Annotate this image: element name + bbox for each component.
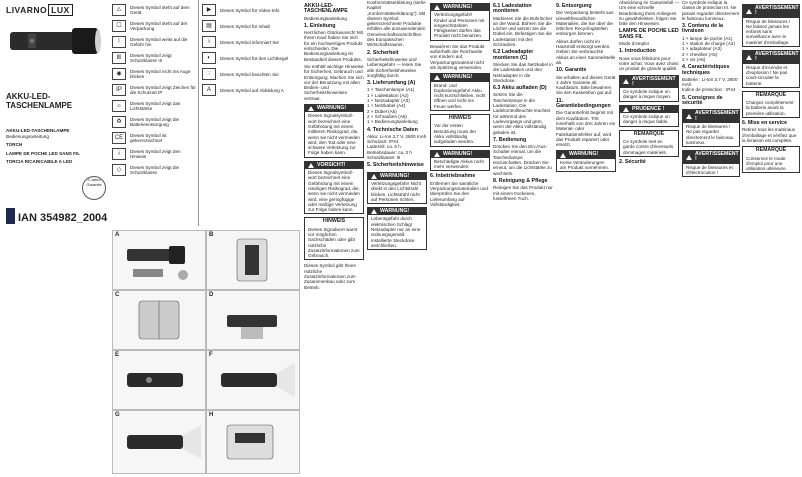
symbol-icon: ☞ <box>202 68 216 80</box>
warning-header <box>431 4 489 11</box>
note-body: Ce symbole met en garde contre d'éventuels dommages matériels. <box>623 138 674 155</box>
symbol-icon: ◐ <box>202 52 216 64</box>
warning-title: VORSICHT! <box>317 161 346 168</box>
symbol-text: Dieses Symbol zeigt Zeichen für die Schutzart IP <box>130 85 196 95</box>
symbol-text: Dieses Symbol weist auf die Gefahr hin <box>130 37 188 47</box>
body-text: 1 × lampe de poche (A1) 1 × station de charge (A2) 1 × adaptateur (A3) 2 × chevilles (A5) 2 × vis (A6) <box>682 35 735 62</box>
body-text: Akkus dürfen nicht im Hausmüll entsorgt werden. Geben Sie verbrauchte Akkus an einer Sammelstelle ab. <box>556 38 616 65</box>
warning-icon <box>371 209 377 214</box>
body-text: Setzen Sie die Taschenlampe in die Ladestation. Die Ladekontrollleuchte leuchtet rot während des Ladevorgangs und grün, wenn der Akku vollständig geladen ist. <box>493 92 551 135</box>
text-column-5 <box>556 0 616 477</box>
warning-header <box>557 151 615 158</box>
section-subheading: Bedienungsanleitung <box>304 15 347 21</box>
figure-b <box>206 230 300 290</box>
section-heading: 2. Sécurité <box>619 158 646 165</box>
warning-body: Beschädigte Akkus nicht mehr verwenden. <box>434 158 484 170</box>
note-title: REMARQUE <box>755 91 787 98</box>
figure-d <box>206 290 300 350</box>
warning-title: AVERTISSEMENT ! <box>755 5 799 17</box>
text-column-6 <box>619 0 679 477</box>
body-text: Bewahren Sie das Produkt außerhalb der Reichweite von Kindern auf. Verpackungsmaterial nicht als Spielzeug verwenden. <box>430 43 485 70</box>
symbol-row <box>202 68 296 80</box>
symbol-text: Dieses Symbol steht auf der Verpackung <box>130 21 188 31</box>
symbol-text: Dieses Symbol für Video-Info <box>220 7 280 13</box>
figure-label: C <box>115 292 120 298</box>
warning-box <box>430 73 490 111</box>
figure-label: D <box>209 292 214 298</box>
text-column-7 <box>682 0 740 477</box>
note-body: Vor der ersten Benutzung muss der Akku vollständig aufgeladen werden. <box>434 123 477 145</box>
section-heading: 6. Inbetriebnahme <box>430 173 476 180</box>
body-text: Die Verpackung besteht aus umweltfreundlichen Materialien, die Sie über die örtlichen Recyclingstellen entsorgen können. <box>556 10 614 37</box>
symbol-icon: ⚠ <box>112 4 126 16</box>
warning-title: PRUDENCE ! <box>632 105 665 112</box>
section-heading: 4. Caractéristiques techniques <box>682 64 730 76</box>
body-text: Sicherheitshinweise und Lebensgefahr — lesen Sie alle Sicherheitshinweise sorgfältig durch. <box>367 56 422 78</box>
warning-body: Risque de blessures et d'électrocution ! <box>686 164 733 176</box>
warning-header <box>620 76 678 89</box>
text-column-8 <box>742 0 800 477</box>
warning-box <box>304 161 364 215</box>
body-text: Entfernen Sie sämtliche Verpackungsmaterialien und überprüfen Sie den Lieferumfang auf Vollständigkeit. <box>430 180 488 207</box>
body-text: Nous vous félicitons pour votre achat. Vous avez choisi un produit de grande qualité. <box>619 55 679 72</box>
note-body: Dieses Signalwort warnt vor möglichen Sachschäden oder gibt nützliche Zusatzinformationen zum Gebrauch. <box>308 226 360 259</box>
figure-label: A <box>115 232 120 238</box>
warning-header <box>305 162 363 169</box>
figure-d-drawing <box>207 291 299 349</box>
figure-c-drawing <box>113 291 205 349</box>
warning-box <box>619 75 679 102</box>
body-text: Sie erhalten auf dieses Gerät 3 Jahre Garantie ab Kaufdatum. Bitte bewahren Sie den Kassenbon gut auf. <box>556 74 616 96</box>
body-text: 1 × Taschenlampe (A1) 1 × Ladestation (A2) 1 × Netzadapter (A3) 1 × Netzkabel (A4) 2 × Dübel (A5) 2 × Schrauben (A6) 1 × Bedienungsanleitung <box>367 87 418 125</box>
warning-title: WARNUNG! <box>380 208 410 215</box>
symbol-row <box>202 20 296 32</box>
symbol-icon: CE <box>112 132 126 144</box>
note-title: REMARQUE <box>633 130 665 137</box>
symbol-text: Dieses Symbol für den Lichtkegel <box>220 55 289 61</box>
figure-g <box>112 410 206 474</box>
symbol-row <box>112 68 196 80</box>
body-text: Drücken Sie den Ein-/Aus-Schalter einmal, um die Taschenlampe einzuschalten. Drücken Sie erneut, um die Lichtstärke zu wechseln. <box>493 144 552 176</box>
figure-e-drawing <box>113 351 205 409</box>
symbol-row <box>112 148 196 160</box>
symbol-text: Dieses Symbol ist gekennzeichnet <box>130 133 167 143</box>
body-text: Konformitätserklärung (siehe Kapitel „Konformitätserklärung“): Mit diesem Symbol gekennzeichnete Produkte erfüllen alle anzuwendenden Gemeinschaftsvorschriften des Europäischen Wirtschaftsraums. <box>367 0 426 48</box>
note-box <box>304 217 364 260</box>
symbol-text: Dieses Symbol informiert Sie <box>220 39 279 45</box>
warning-header <box>683 151 739 164</box>
section-heading: 11. Garantiebedingungen <box>556 97 611 110</box>
warning-box <box>682 109 740 147</box>
warning-title: WARNUNG! <box>569 151 599 158</box>
warning-icon <box>746 55 752 60</box>
warning-header <box>368 208 426 215</box>
warning-box <box>742 50 800 88</box>
symbol-row <box>202 36 296 48</box>
text-column-2 <box>367 0 427 477</box>
symbol-row <box>112 36 196 48</box>
warning-icon <box>308 163 314 168</box>
section-heading: 6.3 Akku aufladen (D) <box>493 85 547 92</box>
warning-body: Brand- und Explosionsgefahr! Akku nicht kurzschließen, nicht öffnen und nicht ins Feuer werfen. <box>434 82 486 109</box>
warning-title: WARNUNG! <box>380 172 410 179</box>
warning-body: Verletzungsgefahr! Nicht direkt in den Lichtstrahl blicken. Lichtstrahl nicht auf Personen richten. <box>371 180 422 202</box>
symbol-list <box>110 0 199 226</box>
symbol-row <box>112 20 196 32</box>
symbol-icon: A <box>202 84 216 96</box>
warning-body: Ce symbole indique un danger à risque moyen. <box>623 89 672 100</box>
section-heading: AKKU-LED-TASCHENLAMPE <box>304 3 348 15</box>
text-column-4 <box>493 0 553 477</box>
symbol-row <box>202 52 296 64</box>
ian-bar <box>6 208 15 224</box>
warning-body: Verletzungsgefahr! Kinder und Personen mit eingeschränkten Fähigkeiten dürfen das Produkt nicht benutzen. <box>434 12 485 39</box>
symbol-icon: ◇ <box>112 164 126 176</box>
symbol-row <box>112 100 196 112</box>
warning-icon <box>623 107 629 112</box>
symbol-icon: ◉ <box>112 68 126 80</box>
section-heading: 1. Introduction <box>619 48 656 55</box>
symbol-row <box>112 84 196 96</box>
section-heading: 10. Garantie <box>556 67 587 74</box>
warning-header <box>431 74 489 81</box>
body-text: Stecken Sie das Netzkabel in die Ladestation und den Netzadapter in die Steckdose. <box>493 61 553 83</box>
warning-icon <box>371 174 377 179</box>
brand-name: LIVARNO <box>6 5 48 15</box>
symbol-list-2-inner <box>200 4 298 230</box>
note-body: Conservez le mode d'emploi pour une utilisation ultérieure. <box>746 155 787 172</box>
warning-header <box>431 151 489 158</box>
section-heading: 5. Sicherheitshinweise <box>367 162 424 169</box>
warning-box <box>742 4 800 47</box>
warning-body: Ce symbole indique un danger à risque faible. <box>623 114 670 125</box>
warning-body: Risque d'incendie et d'explosion ! Ne pas court-circuiter la batterie. <box>746 64 788 86</box>
warning-box <box>556 150 616 172</box>
warning-box <box>682 150 740 177</box>
warning-icon <box>308 106 314 111</box>
body-text: Markieren Sie die Bohrlöcher an der Wand. Bohren Sie die Löcher und setzen Sie die Dübel ein. Befestigen Sie die Ladestation mit den Schrauben. <box>493 15 553 48</box>
figure-a <box>112 230 206 290</box>
warning-title: WARNUNG! <box>317 105 347 112</box>
symbol-text: Dieses Symbol zeigt Schutzklasse III <box>130 53 172 63</box>
figure-h <box>206 410 300 474</box>
warning-body: Lebensgefahr durch elektrischen Schlag! Netzadapter nur an eine ordnungsgemäß installierte Steckdose anschließen. <box>371 216 421 248</box>
body-text: Die Garantiefrist beginnt mit dem Kaufdatum. Tritt innerhalb von drei Jahren ein Material- oder Fabrikationsfehler auf, wird das Produkt repariert oder ersetzt. <box>556 110 616 148</box>
body-text: Sie enthält wichtige Hinweise für Sicherheit, Gebrauch und Entsorgung. Machen Sie sich vor der Benutzung mit allen Bedien- und Sicherheitshinweisen vertraut. <box>304 63 364 101</box>
symbol-text: Dieses Symbol zeigt die Batterieentsorgung <box>130 117 180 127</box>
warning-header <box>305 105 363 112</box>
warning-box <box>367 207 427 250</box>
note-title: HINWEIS <box>322 218 346 225</box>
warning-icon <box>434 152 440 157</box>
body-text: Reinigen Sie das Produkt nur mit einem trockenen, fusselfreien Tuch. <box>493 185 553 201</box>
warning-box <box>619 105 679 127</box>
figure-a-drawing <box>113 231 205 289</box>
symbol-icon: ♻ <box>112 116 126 128</box>
torch-illustration <box>8 22 102 60</box>
figure-label: B <box>209 232 214 238</box>
section-heading: 6. Mise en service <box>742 120 788 127</box>
figure-g-drawing <box>113 411 205 473</box>
warning-header <box>368 173 426 180</box>
lang-de-sub: Bedienungsanleitung <box>6 133 49 139</box>
symbol-row <box>112 164 196 176</box>
section-heading: 2. Sicherheit <box>367 49 399 56</box>
body-text: Abwicklung im Garantiefall — Um eine schnelle Bearbeitung Ihres Anliegens zu gewährleisten, folgen Sie bitte den Hinweisen. <box>619 0 679 27</box>
warning-body: Dieses Signalsymbol/-wort bezeichnet eine Gefährdung mit einem niedrigen Risikograd, die, wenn sie nicht vermieden wird, eine geringfügige oder mäßige Verletzung zur Folge haben kann. <box>308 170 360 213</box>
body-text: Batterie : Li-Ion 3,7 V, 2600 mAh Indice de protection : IP44 <box>682 76 738 93</box>
text-column-1 <box>304 0 364 477</box>
figure-label: F <box>209 352 213 358</box>
symbol-text: Dieses Symbol beachten Sie <box>220 71 279 77</box>
warning-icon <box>560 153 566 158</box>
warning-body: Dieses Signalsymbol/-wort bezeichnet eine Gefährdung mit einem mittleren Risikograd, die, wenn sie nicht vermieden wird, den Tod oder eine schwere Verletzung zur Folge haben kann. <box>308 113 360 156</box>
warning-header <box>743 51 799 64</box>
language-list <box>6 128 80 165</box>
lang-fr-title: LAMPE DE POCHE LED SANS FIL <box>6 150 81 156</box>
figure-e <box>112 350 206 410</box>
section-heading: 8. Reinigung & Pflege <box>493 177 548 184</box>
symbol-icon: IP <box>112 84 126 96</box>
warning-header <box>683 110 739 123</box>
note-box <box>742 146 800 173</box>
figure-b-drawing <box>207 231 299 289</box>
symbol-text: Dieses Symbol zeigt den Hinweis <box>130 149 181 159</box>
warning-title: AVERTISSEMENT ! <box>695 110 739 122</box>
symbol-row <box>202 84 296 96</box>
symbol-row <box>112 116 196 128</box>
section-heading: 6.1 Ladestation montieren <box>493 3 532 15</box>
figure-label: H <box>209 412 214 418</box>
symbol-icon: i <box>112 148 126 160</box>
figure-c <box>112 290 206 350</box>
symbol-text: Dieses Symbol steht auf dem Gerät <box>130 5 190 15</box>
symbol-icon: Ⅲ <box>112 52 126 64</box>
cover-title: AKKU-LED-TASCHENLAMPE <box>6 92 73 110</box>
section-heading: 3. Contenu de la livraison <box>682 23 723 35</box>
lang-en-title: TORCH <box>6 142 23 148</box>
warning-title: WARNUNG! <box>443 74 473 81</box>
symbol-text: Dieses Symbol zeigt das Lichtstärke <box>130 101 181 111</box>
text-column-3 <box>430 0 490 477</box>
warning-icon <box>623 79 629 84</box>
symbol-icon: ! <box>112 36 126 48</box>
body-text: Ce symbole indique la classe de protection III. Ne jamais regarder directement le faisceau lumineux. <box>682 0 740 21</box>
section-heading: 6.2 Ladeadapter montieren (C) <box>493 49 534 61</box>
section-heading: 3. Lieferumfang (A) <box>367 80 416 87</box>
warning-title: WARNUNG! <box>443 4 473 10</box>
note-box <box>430 114 490 146</box>
figure-f <box>206 350 300 410</box>
figure-label: E <box>115 352 120 358</box>
warning-box <box>367 172 427 204</box>
section-heading: 4. Technische Daten <box>367 126 418 133</box>
warning-icon <box>686 114 692 119</box>
warning-body: Risque de blessures ! Ne pas regarder directement le faisceau lumineux. <box>686 123 734 145</box>
warning-box <box>304 104 364 158</box>
figure-f-drawing <box>207 351 299 409</box>
warning-title: AVERTISSEMENT ! <box>695 151 739 163</box>
warning-box <box>430 3 490 41</box>
section-heading: 7. Bedienung <box>493 136 527 143</box>
note-title: REMARQUE <box>755 147 787 154</box>
warning-box <box>430 150 490 172</box>
note-title: HINWEIS <box>448 115 472 122</box>
symbol-row <box>112 52 196 64</box>
note-box <box>619 130 679 157</box>
brand-logo <box>6 5 73 15</box>
symbol-row <box>202 4 296 16</box>
warranty-badge: 3 Jahre Garantie <box>82 176 106 200</box>
warning-title: AVERTISSEMENT ! <box>632 75 676 87</box>
symbol-icon: ☐ <box>112 20 126 32</box>
warning-body: Keine Veränderungen am Produkt vornehmen. <box>560 159 610 171</box>
figure-label: G <box>115 412 120 418</box>
body-text: Akku: Li-Ion 3,7 V, 2600 mAh Schutzart: IP44 Ladezeit: ca. 5 h Betriebsdauer: ca. 3 h Schutzklasse: III <box>367 133 427 161</box>
symbol-list-2 <box>200 0 300 226</box>
warning-icon <box>434 75 440 80</box>
cover-panel <box>0 0 108 477</box>
ian-number: IAN 354982_2004 <box>18 212 108 224</box>
warning-title: WARNUNG! <box>443 150 473 157</box>
warning-header <box>743 5 799 18</box>
figure-h-drawing <box>207 411 299 473</box>
symbol-icon: ▤ <box>202 20 216 32</box>
symbol-icon: ▶ <box>202 4 216 16</box>
section-subheading: Mode d'emploi <box>619 41 649 47</box>
symbol-text: Dieses Symbol nicht ins Auge blicken <box>130 69 191 79</box>
symbol-text: Dieses Symbol für Inhalt <box>220 23 270 29</box>
symbol-text: Dieses Symbol zeigt die Schutzklasse <box>130 165 180 175</box>
section-heading: 1. Einleitung <box>304 22 336 29</box>
section-heading: 9. Entsorgung <box>556 3 592 9</box>
warning-body: Risque de blessures ! Ne laissez jamais les enfants sans surveillance avec le matériel d'emballage. <box>746 18 791 45</box>
body-text: Herzlichen Glückwunsch! Mit Ihrem Kauf haben Sie sich für ein hochwertiges Produkt entschieden. Die Bedienungsanleitung ist Bestandteil dieses Produkts. <box>304 30 363 62</box>
brand-box: LUX <box>48 4 73 16</box>
note-body: Chargez complètement la batterie avant la première utilisation. <box>746 100 794 116</box>
symbol-text: Dieses Symbol auf Abbildung A <box>220 87 284 93</box>
section-heading: LAMPE DE POCHE LED SANS FIL <box>619 28 679 40</box>
warning-icon <box>746 9 752 14</box>
section-heading: 5. Consignes de sécurité <box>682 94 723 107</box>
symbol-row <box>112 132 196 144</box>
body-text: Dieses Symbol gibt Ihnen nützliche Zusatzinformationen zum Zusammenbau oder zum Betrieb. <box>304 263 357 290</box>
symbol-row <box>112 4 196 16</box>
lang-it-title: TORCIA RICARICABILE A LED <box>6 159 73 165</box>
warning-title: AVERTISSEMENT ! <box>755 51 799 63</box>
note-box <box>742 91 800 118</box>
warning-icon <box>434 5 440 10</box>
lang-de-title: AKKU-LED-TASCHENLAMPE <box>6 128 70 133</box>
figure-grid <box>110 228 300 477</box>
symbol-icon: ☼ <box>112 100 126 112</box>
symbol-icon: i <box>202 36 216 48</box>
warning-header <box>620 106 678 113</box>
body-text: Retirez tous les matériaux d'emballage et vérifiez que la livraison est complète. <box>742 127 797 143</box>
warning-icon <box>686 155 692 160</box>
